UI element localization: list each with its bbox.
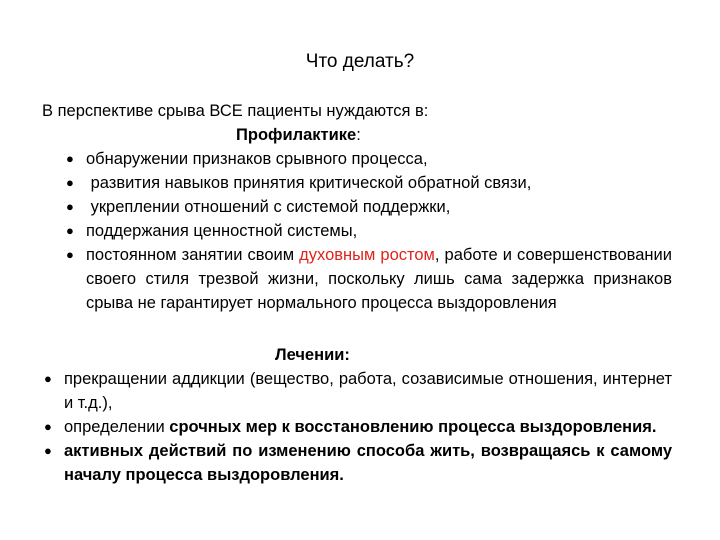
slide-title: Что делать? (305, 51, 415, 72)
item-text-start: определении (64, 418, 170, 436)
list-item (44, 439, 672, 487)
bullet-icon: ● (66, 175, 74, 190)
bullet-icon: ● (66, 223, 74, 238)
list-item (66, 219, 672, 243)
intro-text: В перспективе срыва ВСЕ пациенты нуждаются в: (42, 102, 429, 120)
item-text-bold: срочных мер к восстановлению процесса выздоровления. (169, 418, 657, 436)
list-item (44, 367, 672, 415)
prevention-item-text: развития навыков принятия критической обратной связи, (86, 174, 532, 192)
treatment-item-text: прекращении аддикции (вещество, работа, созависимые отношения, интернет и т.д.), (64, 370, 672, 412)
treatment-list (44, 367, 672, 487)
treatment-item-text (64, 415, 672, 439)
prevention-item-text: обнаружении признаков срывного процесса, (86, 150, 428, 168)
bullet-icon: ● (66, 199, 74, 214)
list-item (66, 195, 672, 219)
item-text-start: постоянном занятии своим (86, 246, 300, 264)
bullet-icon: ● (44, 371, 52, 386)
treatment-item-text (64, 439, 672, 487)
prevention-item-text: поддержания ценностной системы, (86, 222, 358, 240)
prevention-heading-label: Профилактике (236, 126, 357, 144)
bullet-icon: ● (44, 419, 52, 434)
prevention-heading-colon: : (356, 126, 361, 144)
bullet-icon: ● (66, 151, 74, 166)
prevention-item-text (86, 243, 672, 315)
list-item (66, 147, 672, 171)
bullet-icon: ● (44, 443, 52, 458)
list-item (66, 243, 672, 315)
item-text-bold: активных действий по изменению способа жить, возвращаясь к самому началу процесса выздоровления. (64, 442, 672, 484)
prevention-list (66, 147, 672, 315)
list-item (44, 415, 672, 439)
treatment-heading-label: Лечении: (275, 346, 350, 364)
list-item (66, 171, 672, 195)
highlighted-phrase: духовным ростом (299, 246, 435, 264)
bullet-icon: ● (66, 247, 74, 262)
prevention-item-text: укреплении отношений с системой поддержки, (86, 198, 451, 216)
item-text-end: , работе и совершенствовании своего стиля трезвой жизни, поскольку лишь сама задержка признаков срыва не гарантирует нормального процесса выздоровления (86, 246, 672, 312)
